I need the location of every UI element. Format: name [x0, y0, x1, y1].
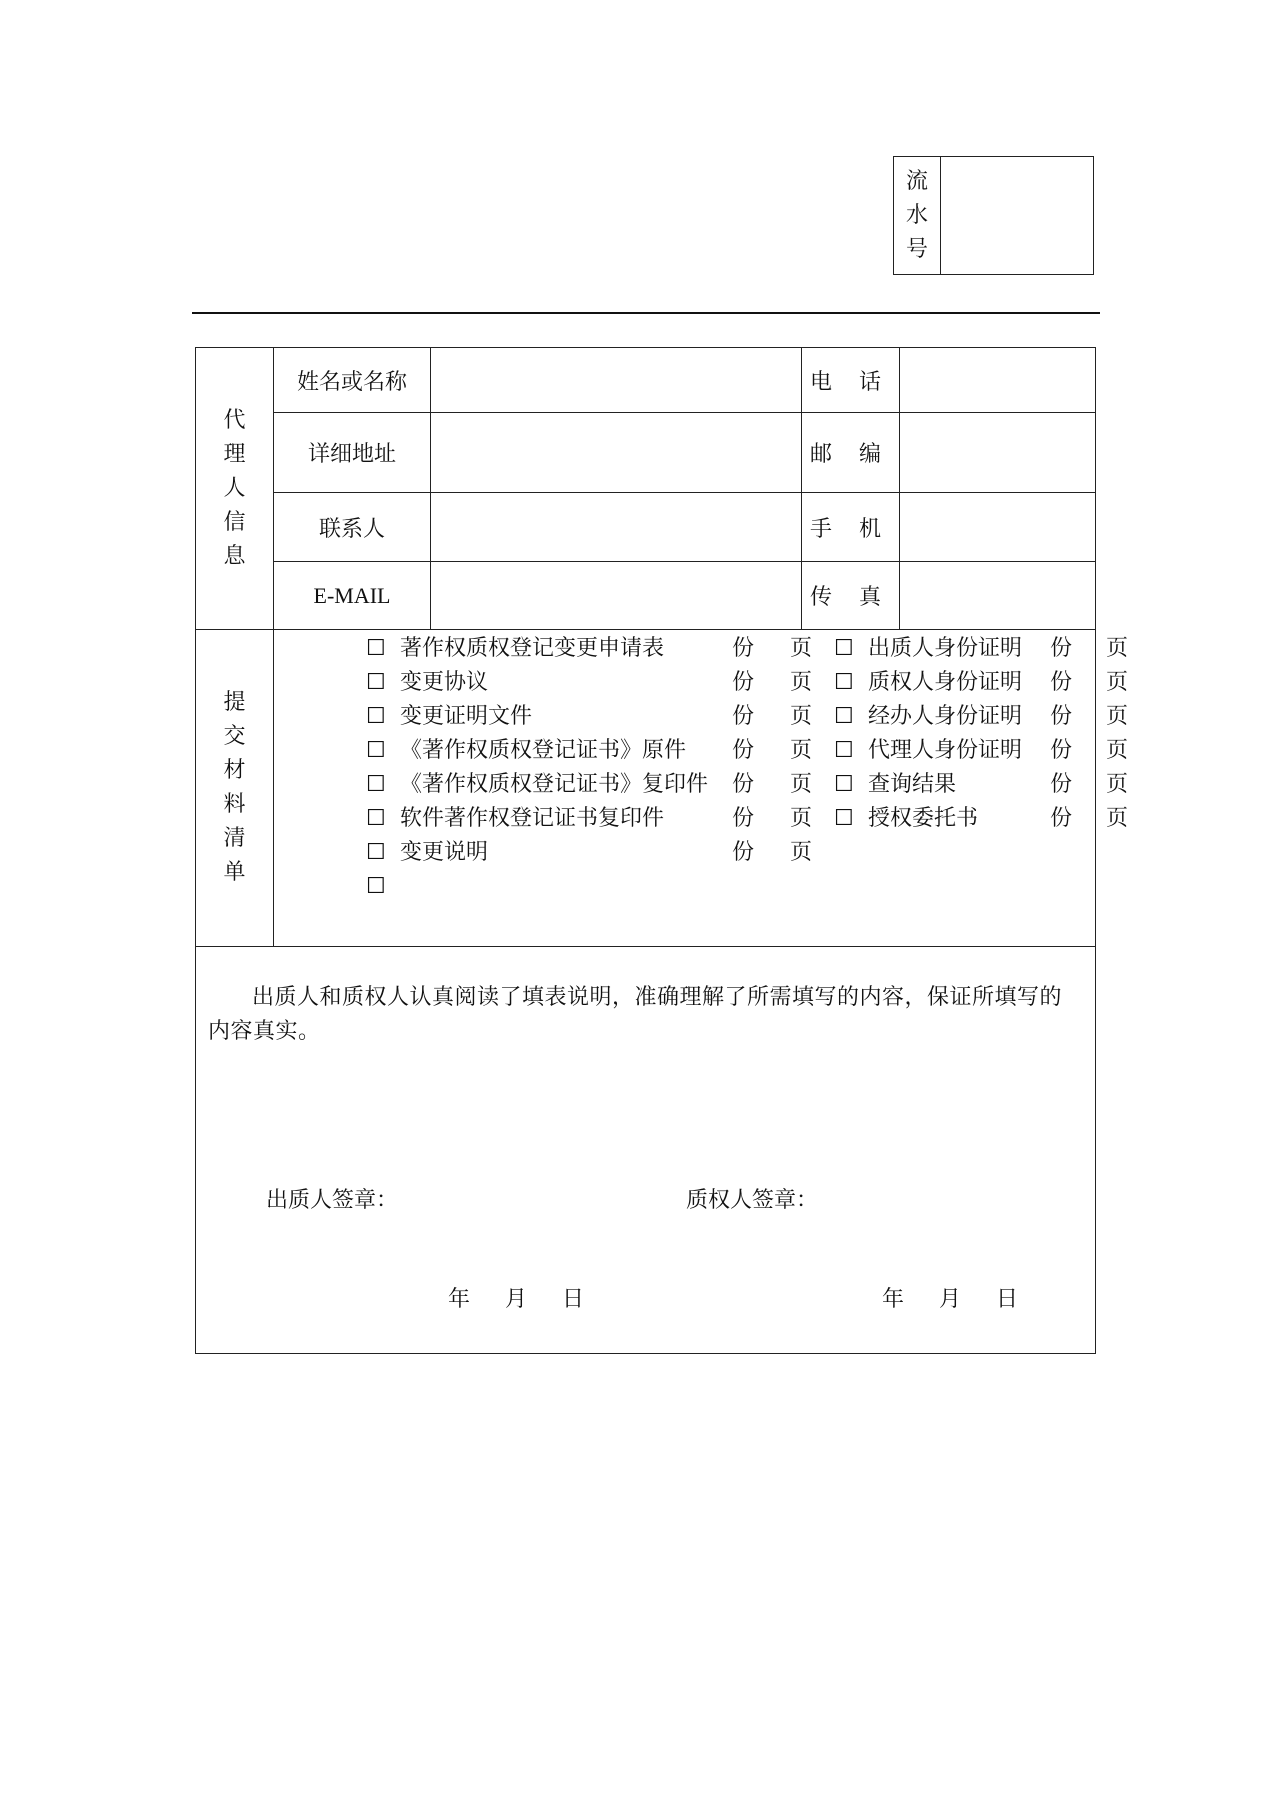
copies-unit: 份	[1050, 704, 1073, 729]
copies-unit: 份	[1050, 636, 1073, 661]
application-form-table	[195, 347, 1129, 1354]
postcode-label: 邮 编	[802, 413, 900, 493]
pages-unit: 页	[1106, 738, 1129, 763]
checkbox-icon[interactable]: ☐	[834, 738, 854, 763]
address-field[interactable]	[431, 413, 802, 493]
serial-number-box	[893, 156, 1094, 275]
checkbox-icon[interactable]: ☐	[366, 772, 386, 797]
checkbox-icon[interactable]: ☐	[834, 670, 854, 695]
pages-unit: 页	[1106, 806, 1129, 831]
material-label: 经办人身份证明	[868, 704, 1023, 729]
phone-label: 电 话	[802, 348, 900, 413]
pledgee-date-month: 月	[939, 1287, 962, 1312]
serial-label-char: 水	[905, 202, 928, 228]
mobile-field[interactable]	[900, 493, 1096, 562]
material-label: 授权委托书	[868, 806, 979, 831]
header-char: 清	[223, 826, 246, 851]
header-char: 息	[223, 543, 246, 569]
material-label: 变更协议	[400, 670, 489, 695]
pages-unit: 页	[790, 806, 813, 831]
header-char: 人	[223, 475, 246, 501]
copies-unit: 份	[1050, 670, 1073, 695]
copies-unit: 份	[1050, 738, 1073, 763]
pledgee-date-day: 日	[996, 1287, 1019, 1312]
pages-unit: 页	[790, 704, 813, 729]
serial-number-field[interactable]	[941, 157, 1093, 274]
header-char: 理	[223, 441, 246, 467]
checkbox-icon[interactable]: ☐	[366, 738, 386, 763]
header-char: 交	[223, 724, 246, 749]
checkbox-icon[interactable]: ☐	[366, 874, 386, 899]
material-label: 出质人身份证明	[868, 636, 1023, 661]
pages-unit: 页	[790, 840, 813, 865]
pledgee-date-year: 年	[882, 1287, 905, 1312]
checkbox-icon[interactable]: ☐	[834, 806, 854, 831]
pages-unit: 页	[790, 636, 813, 661]
checkbox-icon[interactable]: ☐	[834, 636, 854, 661]
pledgee-seal-label: 质权人签章：	[686, 1188, 819, 1213]
pledgor-seal-label: 出质人签章：	[266, 1188, 399, 1213]
material-label: 《著作权质权登记证书》复印件	[400, 772, 709, 797]
pledgor-date-year: 年	[448, 1287, 471, 1312]
copies-unit: 份	[1050, 806, 1073, 831]
declaration-row	[196, 947, 1096, 1354]
materials-list	[274, 630, 1129, 947]
pledgor-date-day: 日	[562, 1287, 585, 1312]
copies-unit: 份	[732, 738, 755, 763]
postcode-field[interactable]	[900, 413, 1096, 493]
declaration-text: 出质人和质权人认真阅读了填表说明，准确理解了所需填写的内容，保证所填写的内容真实。	[208, 985, 1063, 1044]
copies-unit: 份	[732, 806, 755, 831]
name-field[interactable]	[431, 348, 802, 413]
header-char: 信	[223, 509, 246, 535]
serial-number-label	[894, 157, 941, 274]
material-label: 查询结果	[868, 772, 957, 797]
material-label: 《著作权质权登记证书》原件	[400, 738, 687, 763]
header-char: 单	[223, 860, 246, 885]
copies-unit: 份	[1050, 772, 1073, 797]
email-field[interactable]	[431, 562, 802, 630]
material-label: 变更说明	[400, 840, 489, 865]
copies-unit: 份	[732, 772, 755, 797]
header-char: 提	[223, 690, 246, 715]
address-label: 详细地址	[274, 413, 431, 493]
material-label: 软件著作权登记证书复印件	[400, 806, 665, 831]
agent-row-name	[196, 348, 1096, 413]
copies-unit: 份	[732, 636, 755, 661]
header-char: 料	[223, 792, 246, 817]
materials-header	[196, 630, 274, 947]
mobile-label: 手 机	[802, 493, 900, 562]
header-char: 材	[223, 758, 246, 783]
pages-unit: 页	[790, 772, 813, 797]
copies-unit: 份	[732, 840, 755, 865]
declaration-cell	[196, 947, 1096, 1354]
header-char: 代	[223, 407, 246, 433]
material-label: 变更证明文件	[400, 704, 533, 729]
fax-label: 传 真	[802, 562, 900, 630]
pages-unit: 页	[790, 670, 813, 695]
agent-row-address	[196, 413, 1096, 493]
checkbox-icon[interactable]: ☐	[366, 636, 386, 661]
checkbox-icon[interactable]: ☐	[366, 704, 386, 729]
pledgor-date-month: 月	[505, 1287, 528, 1312]
checkbox-icon[interactable]: ☐	[834, 704, 854, 729]
pages-unit: 页	[1106, 772, 1129, 797]
pages-unit: 页	[790, 738, 813, 763]
agent-row-contact	[196, 493, 1096, 562]
serial-label-char: 号	[905, 236, 928, 262]
material-label: 代理人身份证明	[868, 738, 1023, 763]
pages-unit: 页	[1106, 704, 1129, 729]
agent-info-header	[196, 348, 274, 630]
checkbox-icon[interactable]: ☐	[366, 806, 386, 831]
pages-unit: 页	[1106, 670, 1129, 695]
material-label: 质权人身份证明	[868, 670, 1023, 695]
pages-unit: 页	[1106, 636, 1129, 661]
email-label: E-MAIL	[274, 562, 431, 630]
material-label: 著作权质权登记变更申请表	[400, 636, 665, 661]
checkbox-icon[interactable]: ☐	[834, 772, 854, 797]
agent-row-email	[196, 562, 1096, 630]
name-label: 姓名或名称	[274, 348, 431, 413]
copies-unit: 份	[732, 670, 755, 695]
phone-field[interactable]	[900, 348, 1096, 413]
contact-label: 联系人	[274, 493, 431, 562]
materials-row	[196, 630, 1096, 947]
serial-label-char: 流	[905, 168, 928, 194]
checkbox-icon[interactable]: ☐	[366, 670, 386, 695]
copies-unit: 份	[732, 704, 755, 729]
contact-field[interactable]	[431, 493, 802, 562]
fax-field[interactable]	[900, 562, 1096, 630]
checkbox-icon[interactable]: ☐	[366, 840, 386, 865]
separator-line	[192, 312, 1100, 314]
